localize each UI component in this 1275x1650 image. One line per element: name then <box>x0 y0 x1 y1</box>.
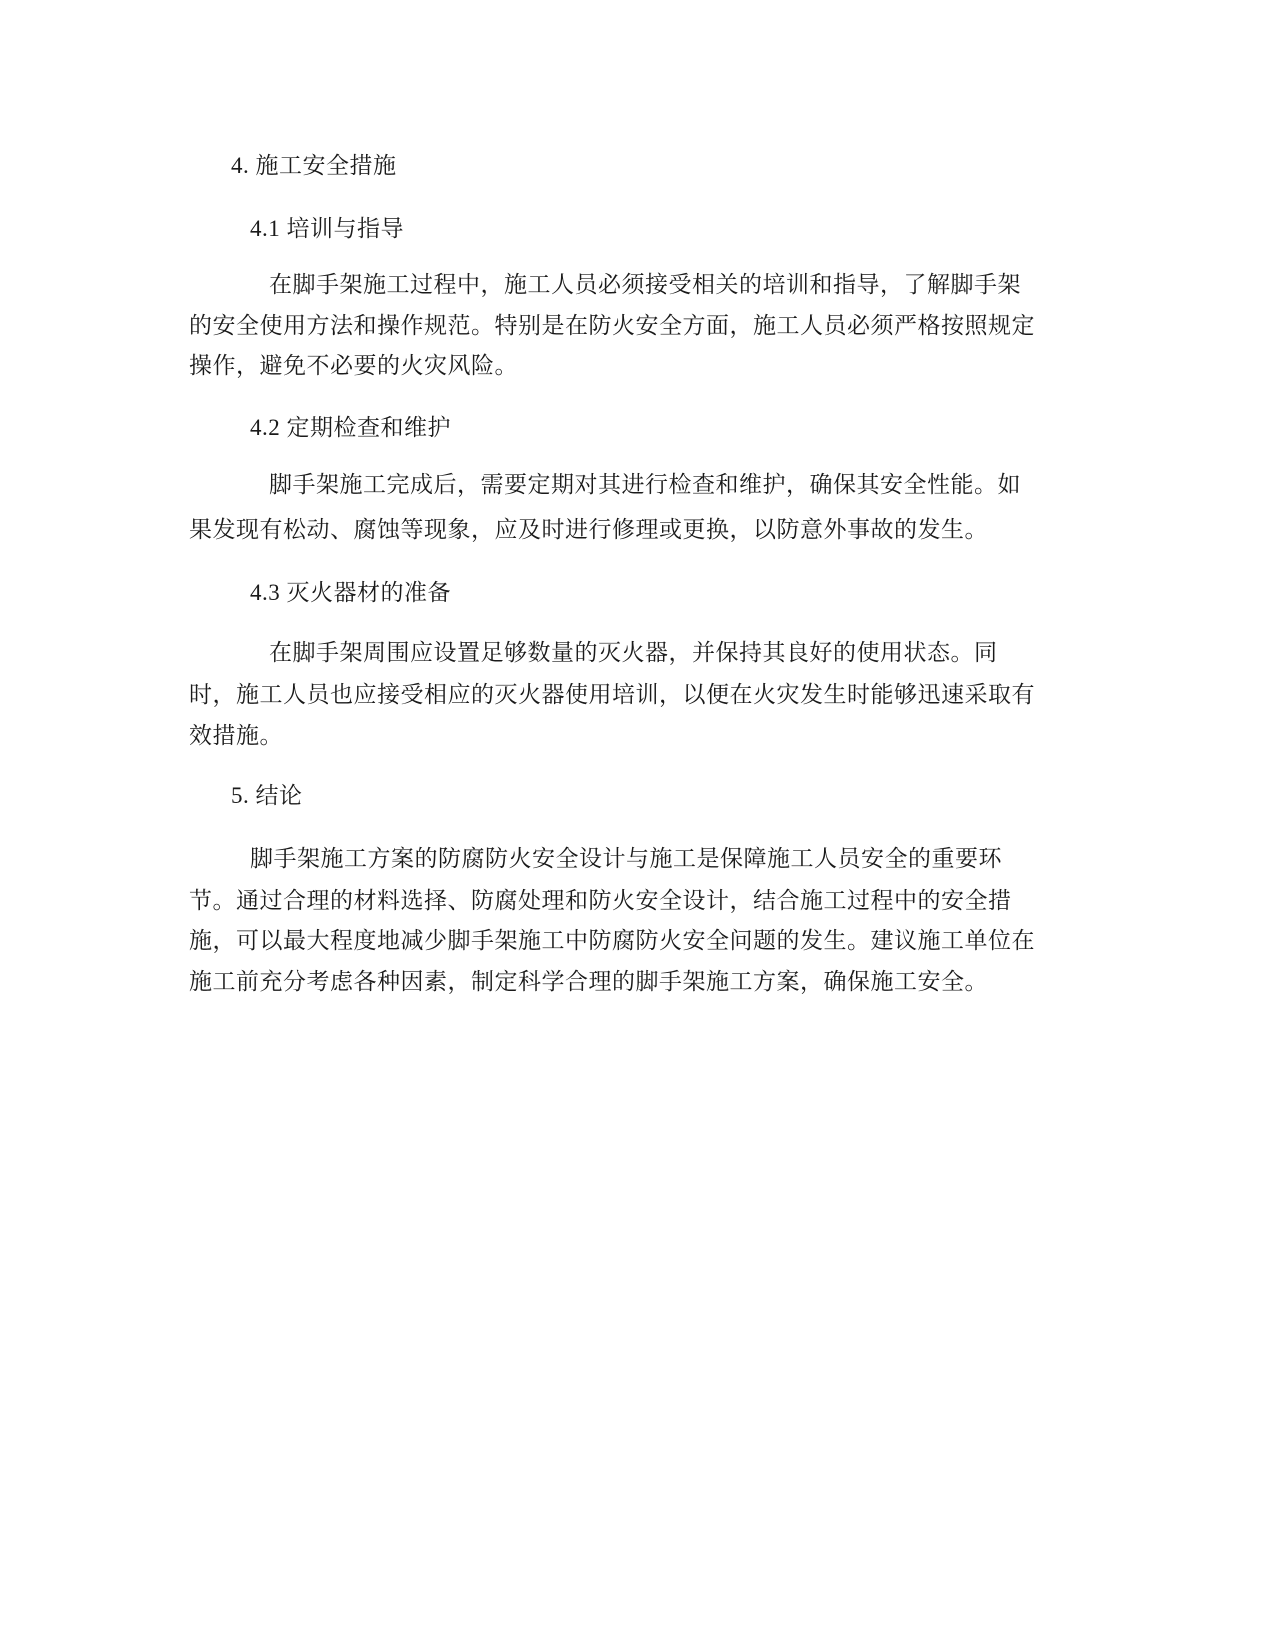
paragraph-line: 施工前充分考虑各种因素，制定科学合理的脚手架施工方案，确保施工安全。 <box>189 969 988 994</box>
section-heading-4-3: 4.3 灭火器材的准备 <box>250 580 451 605</box>
paragraph-line: 脚手架施工完成后，需要定期对其进行检查和维护，确保其安全性能。如 <box>269 472 1021 497</box>
paragraph-line: 的安全使用方法和操作规范。特别是在防火安全方面，施工人员必须严格按照规定 <box>189 313 1035 338</box>
section-heading-4-2: 4.2 定期检查和维护 <box>250 415 451 440</box>
paragraph-line: 节。通过合理的材料选择、防腐处理和防火安全设计，结合施工过程中的安全措 <box>189 888 1012 913</box>
paragraph-line: 时，施工人员也应接受相应的灭火器使用培训，以便在火灾发生时能够迅速采取有 <box>189 682 1035 707</box>
paragraph-line: 在脚手架施工过程中，施工人员必须接受相关的培训和指导，了解脚手架 <box>269 272 1021 297</box>
paragraph-line: 果发现有松动、腐蚀等现象，应及时进行修理或更换，以防意外事故的发生。 <box>189 517 988 542</box>
section-heading-4: 4. 施工安全措施 <box>231 153 397 178</box>
paragraph-line: 施，可以最大程度地减少脚手架施工中防腐防火安全问题的发生。建议施工单位在 <box>189 928 1035 953</box>
section-heading-5: 5. 结论 <box>231 783 303 808</box>
paragraph-line: 在脚手架周围应设置足够数量的灭火器，并保持其良好的使用状态。同 <box>269 640 998 665</box>
paragraph-line: 效措施。 <box>189 723 283 748</box>
paragraph-line: 脚手架施工方案的防腐防火安全设计与施工是保障施工人员安全的重要环 <box>250 846 1002 871</box>
paragraph-line: 操作，避免不必要的火灾风险。 <box>189 353 518 378</box>
section-heading-4-1: 4.1 培训与指导 <box>250 216 404 241</box>
